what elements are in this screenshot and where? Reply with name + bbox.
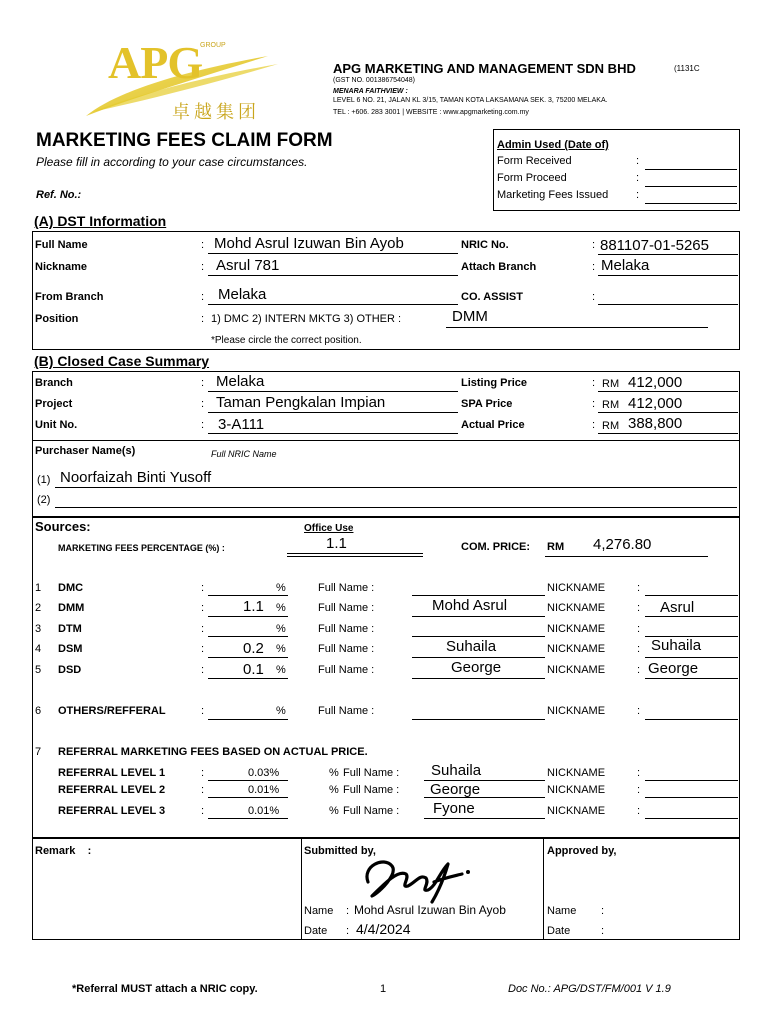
row-name-value[interactable]: George xyxy=(451,659,502,676)
referral-pct[interactable]: 0.01% xyxy=(248,805,280,817)
nickname-value[interactable]: Asrul 781 xyxy=(216,257,280,274)
row-number: 5 xyxy=(35,664,42,676)
colon: : xyxy=(601,925,605,937)
position-other-value[interactable]: DMM xyxy=(452,308,488,325)
company-reg: (1131C xyxy=(674,64,700,73)
referral-full-name-label: % xyxy=(329,784,339,796)
colon: : xyxy=(637,784,641,796)
gst-no: (GST NO. 001386754048) xyxy=(333,77,415,84)
row-pct-line xyxy=(208,678,288,679)
submitted-by-label: Submitted by, xyxy=(304,845,376,857)
nickname-label: NICKNAME xyxy=(547,643,606,655)
referral-name-value[interactable]: Fyone xyxy=(433,800,475,817)
row-pct-line xyxy=(208,595,288,596)
colon: : xyxy=(637,623,641,635)
referral-level-label: REFERRAL LEVEL 3 xyxy=(58,805,166,817)
submitted-date-label: Date xyxy=(304,925,328,937)
colon: : xyxy=(201,239,205,251)
logo-group: GROUP xyxy=(200,42,226,49)
purchaser-1-value[interactable]: Noorfaizah Binti Yusoff xyxy=(60,469,212,486)
referral-title: REFERRAL MARKETING FEES BASED ON ACTUAL PRICE. xyxy=(58,746,368,758)
signature-icon xyxy=(360,852,480,907)
nickname-label: NICKNAME xyxy=(547,582,606,594)
rm-label: RM xyxy=(602,399,620,411)
row-name-line xyxy=(412,719,545,720)
colon: : xyxy=(201,602,205,614)
building-name: MENARA FAITHVIEW : xyxy=(333,88,408,95)
remark-label: Remark : xyxy=(35,845,92,857)
submitted-name-label: Name xyxy=(304,905,334,917)
row-role: OTHERS/REFFERAL xyxy=(58,705,166,717)
listing-price-line xyxy=(598,391,738,392)
colon: : xyxy=(346,925,350,937)
divider xyxy=(32,440,740,441)
ref-no-label: Ref. No.: xyxy=(36,189,82,201)
referral-pct-line xyxy=(208,818,288,819)
colon: : xyxy=(592,261,596,273)
form-title: MARKETING FEES CLAIM FORM xyxy=(36,130,333,151)
colon: : xyxy=(637,767,641,779)
admin-row-label: Marketing Fees Issued xyxy=(497,189,609,201)
colon: : xyxy=(201,261,205,273)
pct-line-2 xyxy=(287,556,423,557)
company-address: LEVEL 6 NO. 21, JALAN KL 3/15, TAMAN KOTA LAKSAMANA SEK. 3, 75200 MELAKA. xyxy=(333,97,608,104)
purchaser-hint: Full NRIC Name xyxy=(211,449,277,459)
colon: : xyxy=(636,172,640,184)
referral-full-name-label: % xyxy=(329,767,339,779)
admin-form-received-field[interactable] xyxy=(645,169,737,170)
referral-nick-line[interactable] xyxy=(645,818,738,819)
divider xyxy=(301,838,302,940)
row-number: 6 xyxy=(35,705,42,717)
colon: : xyxy=(201,398,205,410)
project-line xyxy=(208,412,458,413)
colon: : xyxy=(201,643,205,655)
project-label: Project xyxy=(35,398,73,410)
referral-pct-line xyxy=(208,797,288,798)
com-price-line xyxy=(545,556,708,557)
listing-price-label: Listing Price xyxy=(461,377,528,389)
row-name-line xyxy=(412,657,545,658)
pct-sign: % xyxy=(276,582,286,594)
footer-note: *Referral MUST attach a NRIC copy. xyxy=(72,983,258,995)
colon: : xyxy=(637,602,641,614)
row-nick-value[interactable]: George xyxy=(648,660,699,677)
approved-date-label: Date xyxy=(547,925,571,937)
row-nick-value[interactable]: Asrul xyxy=(660,599,695,616)
nickname-label: NICKNAME xyxy=(547,805,606,817)
colon: : xyxy=(201,623,205,635)
row-name-value[interactable]: Mohd Asrul xyxy=(432,597,508,614)
full-name-value[interactable]: Mohd Asrul Izuwan Bin Ayob xyxy=(214,235,404,252)
full-name-label: Full Name : xyxy=(318,664,375,676)
purchaser-2-line[interactable] xyxy=(55,507,737,508)
row-pct-value[interactable]: 0.1 xyxy=(243,661,264,678)
colon: : xyxy=(637,643,641,655)
colon: : xyxy=(637,805,641,817)
purchaser-2-label: (2) xyxy=(37,494,51,506)
unit-no-label: Unit No. xyxy=(35,419,78,431)
row-nick-value[interactable]: Suhaila xyxy=(651,637,702,654)
colon: : xyxy=(592,398,596,410)
nickname-label: NICKNAME xyxy=(547,784,606,796)
row-nick-line xyxy=(645,657,738,658)
referral-level-label: REFERRAL LEVEL 2 xyxy=(58,784,166,796)
row-number: 1 xyxy=(35,582,42,594)
row-nick-line xyxy=(645,616,738,617)
nickname-line xyxy=(208,275,458,276)
approved-by-label: Approved by, xyxy=(547,845,617,857)
attach-branch-label: Attach Branch xyxy=(461,261,537,273)
row-pct-line xyxy=(208,719,288,720)
colon: : xyxy=(201,291,205,303)
nickname-label: Nickname xyxy=(35,261,87,273)
nickname-label: NICKNAME xyxy=(547,767,606,779)
spa-price-label: SPA Price xyxy=(461,398,513,410)
project-value[interactable]: Taman Pengkalan Impian xyxy=(216,394,386,411)
admin-form-proceed-field[interactable] xyxy=(645,186,737,187)
form-subtitle: Please fill in according to your case circumstances. xyxy=(36,155,308,169)
purchaser-label: Purchaser Name(s) xyxy=(35,445,136,457)
logo-chinese: 卓越集团 xyxy=(172,102,260,122)
co-assist-label: CO. ASSIST xyxy=(461,291,523,303)
purchaser-1-label: (1) xyxy=(37,474,51,486)
position-other-line xyxy=(446,327,708,328)
colon: : xyxy=(592,291,596,303)
colon: : xyxy=(201,784,205,796)
colon: : xyxy=(636,189,640,201)
referral-number: 7 xyxy=(35,746,42,758)
full-name-line xyxy=(208,253,458,254)
colon: : xyxy=(201,419,205,431)
row-nick-line xyxy=(645,595,738,596)
colon: : xyxy=(592,419,596,431)
colon: : xyxy=(201,377,205,389)
page-number: 1 xyxy=(380,983,387,995)
nickname-label: NICKNAME xyxy=(547,623,606,635)
referral-pct-line xyxy=(208,780,288,781)
unit-no-value[interactable]: 3-A111 xyxy=(218,416,265,433)
full-name-label: Full Name : xyxy=(318,602,375,614)
full-name-label: Full Name : xyxy=(318,643,375,655)
admin-fees-issued-field[interactable] xyxy=(645,203,737,204)
colon: : xyxy=(201,767,205,779)
colon: : xyxy=(601,905,605,917)
row-pct-line xyxy=(208,657,288,658)
referral-name-value[interactable]: Suhaila xyxy=(431,762,482,779)
pct-sign: % xyxy=(276,643,286,655)
office-use-label: Office Use xyxy=(304,523,354,534)
colon: : xyxy=(201,664,205,676)
branch-value[interactable]: Melaka xyxy=(216,373,265,390)
row-role: DMC xyxy=(58,582,84,594)
logo-text: APG xyxy=(108,37,203,88)
nric-line xyxy=(598,254,738,255)
colon: : xyxy=(201,313,205,325)
full-name-label: Full Name : xyxy=(343,784,400,796)
pct-sign: % xyxy=(276,664,286,676)
row-name-line xyxy=(412,678,545,679)
row-pct-line xyxy=(208,616,288,617)
attach-branch-line xyxy=(598,275,738,276)
actual-price-value[interactable]: 388,800 xyxy=(628,415,683,432)
row-number: 4 xyxy=(35,643,42,655)
nric-label: NRIC No. xyxy=(461,239,509,251)
full-name-label: Full Name : xyxy=(318,582,375,594)
referral-pct[interactable]: 0.03% xyxy=(248,767,280,779)
admin-title: Admin Used (Date of) xyxy=(497,139,609,151)
position-options[interactable]: 1) DMC 2) INTERN MKTG 3) OTHER : xyxy=(211,313,402,325)
section-b-box xyxy=(32,371,740,517)
from-branch-label: From Branch xyxy=(35,291,104,303)
company-contact: TEL : +606. 283 3001 | WEBSITE : www.apgmarketing.com.my xyxy=(333,109,529,116)
colon: : xyxy=(201,805,205,817)
co-assist-line[interactable] xyxy=(598,304,738,305)
position-note: *Please circle the correct position. xyxy=(211,335,362,346)
row-pct-line xyxy=(208,636,288,637)
purchaser-1-line xyxy=(55,487,737,488)
row-name-value[interactable]: Suhaila xyxy=(446,638,497,655)
colon: : xyxy=(201,582,205,594)
row-pct-value[interactable]: 1.1 xyxy=(243,598,264,615)
full-name-label: Full Name : xyxy=(343,805,400,817)
referral-nick-line[interactable] xyxy=(645,780,738,781)
pct-line xyxy=(287,553,423,554)
row-role: DSM xyxy=(58,643,83,655)
row-role: DSD xyxy=(58,664,82,676)
referral-pct[interactable]: 0.01% xyxy=(248,784,280,796)
pct-sign: % xyxy=(276,705,286,717)
section-b-title: (B) Closed Case Summary xyxy=(34,353,210,369)
colon: : xyxy=(592,377,596,389)
referral-full-name-label: % xyxy=(329,805,339,817)
colon: : xyxy=(637,664,641,676)
row-role: DMM xyxy=(58,602,85,614)
referral-name-line xyxy=(424,797,545,798)
doc-number: Doc No.: APG/DST/FM/001 V 1.9 xyxy=(508,983,671,995)
full-name-label: Full Name xyxy=(35,239,88,251)
com-price-label: COM. PRICE: xyxy=(461,541,531,553)
branch-label: Branch xyxy=(35,377,73,389)
nickname-label: NICKNAME xyxy=(547,705,606,717)
sources-title: Sources: xyxy=(35,519,91,534)
referral-name-value[interactable]: George xyxy=(430,781,481,798)
position-label: Position xyxy=(35,313,79,325)
nickname-label: NICKNAME xyxy=(547,602,606,614)
row-name-line xyxy=(412,616,545,617)
from-branch-line xyxy=(208,304,458,305)
colon: : xyxy=(201,705,205,717)
com-rm-label: RM xyxy=(547,541,565,553)
row-pct-value[interactable]: 0.2 xyxy=(243,640,264,657)
signature-image xyxy=(360,852,480,907)
unit-no-line xyxy=(208,433,458,434)
nric-value[interactable]: 881107-01-5265 xyxy=(600,237,709,254)
row-name-line xyxy=(412,636,545,637)
colon: : xyxy=(637,705,641,717)
full-name-label: Full Name : xyxy=(343,767,400,779)
branch-line xyxy=(208,391,458,392)
referral-name-line xyxy=(424,818,545,819)
pct-sign: % xyxy=(276,623,286,635)
pct-label: MARKETING FEES PERCENTAGE (%) : xyxy=(58,543,225,553)
referral-nick-line[interactable] xyxy=(645,797,738,798)
admin-row-label: Form Proceed xyxy=(497,172,567,184)
section-a-title: (A) DST Information xyxy=(34,213,167,229)
colon: : xyxy=(636,155,640,167)
pct-value[interactable]: 1.1 xyxy=(326,535,347,552)
row-name-line xyxy=(412,595,545,596)
com-price-value[interactable]: 4,276.80 xyxy=(593,536,652,553)
colon: : xyxy=(592,239,596,251)
row-nick-line xyxy=(645,678,738,679)
listing-price-value[interactable]: 412,000 xyxy=(628,374,683,391)
company-name: APG MARKETING AND MANAGEMENT SDN BHD xyxy=(333,61,636,76)
submitted-date-value[interactable]: 4/4/2024 xyxy=(356,921,411,937)
submitted-name-value[interactable]: Mohd Asrul Izuwan Bin Ayob xyxy=(354,903,506,917)
referral-level-label: REFERRAL LEVEL 1 xyxy=(58,767,166,779)
from-branch-value[interactable]: Melaka xyxy=(218,286,267,303)
row-role: DTM xyxy=(58,623,82,635)
admin-row-label: Form Received xyxy=(497,155,572,167)
spa-price-value[interactable]: 412,000 xyxy=(628,395,683,412)
actual-price-line xyxy=(598,433,738,434)
colon: : xyxy=(637,582,641,594)
row-number: 3 xyxy=(35,623,42,635)
divider xyxy=(543,838,544,940)
approved-name-label: Name xyxy=(547,905,577,917)
row-nick-line xyxy=(645,719,738,720)
pct-sign: % xyxy=(276,602,286,614)
nickname-label: NICKNAME xyxy=(547,664,606,676)
full-name-label: Full Name : xyxy=(318,623,375,635)
rm-label: RM xyxy=(602,420,620,432)
rm-label: RM xyxy=(602,378,620,390)
full-name-label: Full Name : xyxy=(318,705,375,717)
colon: : xyxy=(346,905,350,917)
spa-price-line xyxy=(598,412,738,413)
actual-price-label: Actual Price xyxy=(461,419,525,431)
attach-branch-value[interactable]: Melaka xyxy=(601,257,650,274)
row-number: 2 xyxy=(35,602,42,614)
